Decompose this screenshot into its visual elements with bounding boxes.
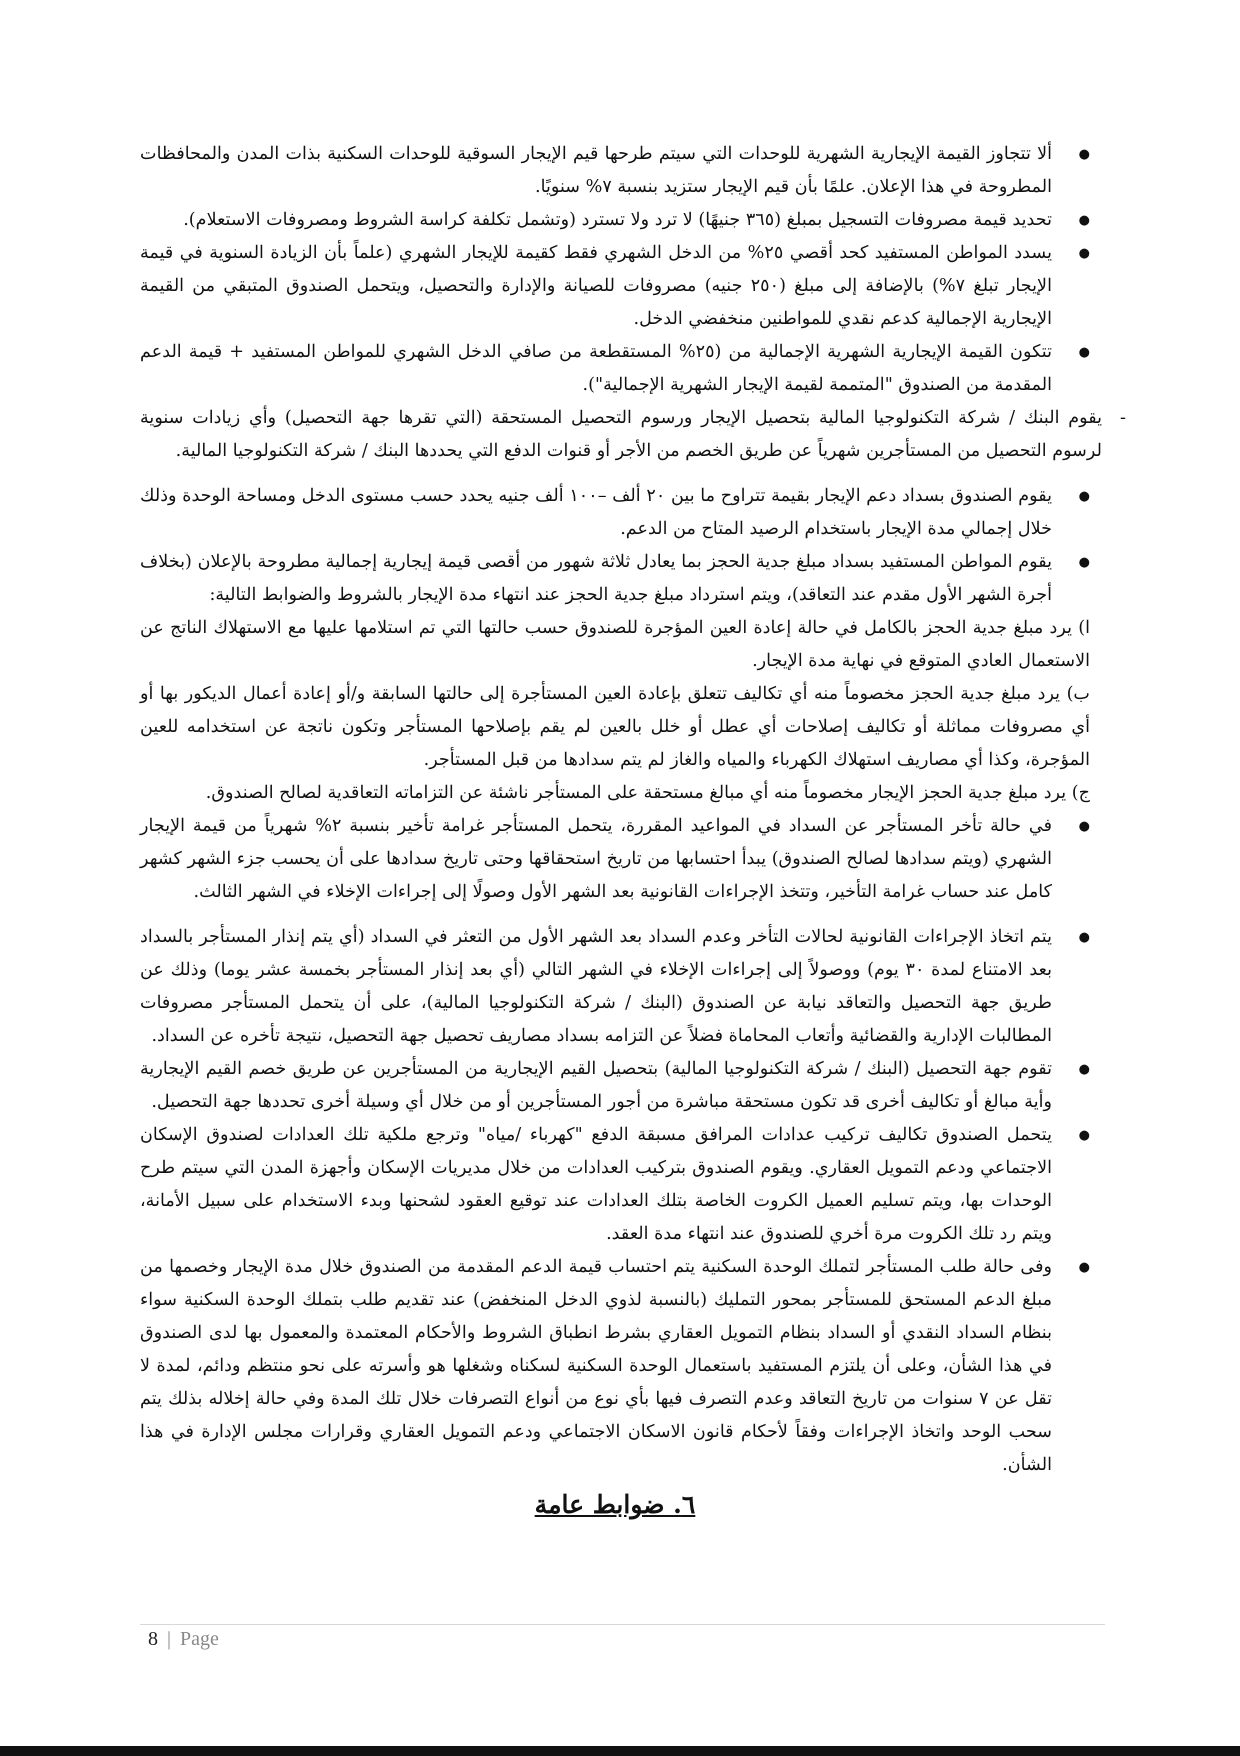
sub-item-label: ب) xyxy=(1066,684,1090,704)
list-item: ● تتكون القيمة الإيجارية الشهرية الإجمالية من (٢٥% المستقطعة من صافي الدخل الشهري للمواطن المستفيد + قيمة الدعم المقدمة من الصندوق "المتممة لقيمة الإيجار الشهرية الإجمالية"). xyxy=(140,336,1090,402)
list-item: ● ألا تتجاوز القيمة الإيجارية الشهرية للوحدات التي سيتم طرحها قيم الإيجار السوقية للوحدات السكنية بذات المدن والمحافظات المطروحة في هذا الإعلان. علمًا بأن قيم الإيجار ستزيد بنسبة ٧% سنويًا. xyxy=(140,138,1090,204)
scan-edge-bar xyxy=(0,1746,1240,1756)
page-label: Page xyxy=(180,1628,219,1650)
dash-marker: - xyxy=(1120,408,1126,428)
sub-item-a xyxy=(140,612,1090,678)
sub-item-text: يرد مبلغ جدية الحجز الإيجار مخصوماً منه أي مبالغ مستحقة على المستأجر ناشئة عن التزاماته التعاقدية لصالح الصندوق. xyxy=(205,783,1067,803)
dash-paragraph-text: يقوم البنك / شركة التكنولوجيا المالية بتحصيل الإيجار ورسوم التحصيل المستحقة (التي تقرها جهة التحصيل) وأي زيادات سنوية لرسوم التحصيل من المستأجرين شهرياً عن طريق الخصم من الأجر أو قنوات الدفع التي يحددها البنك / شركة التكنولوجيا المالية. xyxy=(140,408,1102,461)
list-item: ● يقوم الصندوق بسداد دعم الإيجار بقيمة تتراوح ما بين ٢٠ ألف –١٠٠ ألف جنيه يحدد حسب مستوى الدخل ومساحة الوحدة وذلك خلال إجمالي مدة الإيجار باستخدام الرصيد المتاح من الدعم. xyxy=(140,480,1090,546)
dash-paragraph xyxy=(140,402,1126,468)
list-item: ● يتحمل الصندوق تكاليف تركيب عدادات المرافق مسبقة الدفع "كهرباء /مياه" وترجع ملكية تلك العدادات لصندوق الإسكان الاجتماعي ودعم التمويل العقاري. ويقوم الصندوق بتركيب العدادات من خلال مديريات الإسكان وأجهزة المدن التي سيتم طرح الوحدات بها، ويتم تسليم العميل الكروت الخاصة بتلك العدادات عند توقيع العقود لشحنها وبدء الاستخدام على سبيل الأمانة، ويتم رد تلك الكروت مرة أخري للصندوق عند انتهاء مدة العقد. xyxy=(140,1119,1090,1251)
page-number: 8 xyxy=(148,1628,158,1650)
bullet-list-4 xyxy=(140,921,1090,1482)
list-item: ● في حالة تأخر المستأجر عن السداد في المواعيد المقررة، يتحمل المستأجر غرامة تأخير بنسبة ٢% شهرياً من قيمة الإيجار الشهري (ويتم سدادها لصالح الصندوق) يبدأ احتسابها من تاريخ استحقاقها وحتى تاريخ سدادها على أن يحسب جزء الشهر كشهر كامل عند حساب غرامة التأخير، وتتخذ الإجراءات القانونية بعد الشهر الأول وصولًا إلى إجراءات الإخلاء في الشهر الثالث. xyxy=(140,810,1090,909)
footer-divider xyxy=(140,1624,1105,1625)
list-item: ● تحديد قيمة مصروفات التسجيل بمبلغ (٣٦٥ جنيهًا) لا ترد ولا تسترد (وتشمل تكلفة كراسة الشروط ومصروفات الاستعلام). xyxy=(140,204,1090,237)
list-item: ● يتم اتخاذ الإجراءات القانونية لحالات التأخر وعدم السداد بعد الشهر الأول من التعثر في السداد (أي يتم إنذار المستأجر بالسداد بعد الامتناع لمدة ٣٠ يوم) ووصولاً إلى إجراءات الإخلاء في الشهر التالي (أي بعد إنذار المستأجر بخمسة عشر يوما) وذلك عن طريق جهة التحصيل والتعاقد نيابة عن الصندوق (البنك / شركة التكنولوجيا المالية)، على أن يتحمل المستأجر مصروفات المطالبات الإدارية والقضائية وأتعاب المحاماة فضلاً عن التزامه بسداد مصاريف تحصيل جهة التحصيل، نتيجة تأخره عن السداد. xyxy=(140,921,1090,1053)
list-item: ● يسدد المواطن المستفيد كحد أقصي ٢٥% من الدخل الشهري فقط كقيمة للإيجار الشهري (علماً بأن الزيادة السنوية في قيمة الإيجار تبلغ ٧%) بالإضافة إلى مبلغ (٢٥٠ جنيه) مصروفات للصيانة والإدارة والتحصيل، ويتحمل الصندوق المتبقي من القيمة الإيجارية الإجمالية كدعم نقدي للمواطنين منخفضي الدخل. xyxy=(140,237,1090,336)
sub-item-b xyxy=(140,678,1090,777)
list-item: ● وفى حالة طلب المستأجر لتملك الوحدة السكنية يتم احتساب قيمة الدعم المقدمة من الصندوق خلال مدة الإيجار وخصمها من مبلغ الدعم المستحق للمستأجر بمحور التمليك (بالنسبة لذوي الدخل المنخفض) عند تقديم طلب بتملك الوحدة السكنية سواء بنظام السداد النقدي أو السداد بنظام التمويل العقاري بشرط انطباق الشروط والأحكام المعتمدة والمعمول بها لدى الصندوق في هذا الشأن، وعلى أن يلتزم المستفيد باستعمال الوحدة السكنية لسكناه وشغلها هو وأسرته على نحو منتظم ودائم، لمدة لا تقل عن ٧ سنوات من تاريخ التعاقد وعدم التصرف فيها بأي نوع من أنواع التصرفات خلال تلك المدة وفي حالة إخلاله بذلك يتم سحب الوحد واتخاذ الإجراءات وفقاً لأحكام قانون الاسكان الاجتماعي ودعم التمويل العقاري وقرارات مجلس الإدارة في هذا الشأن. xyxy=(140,1251,1090,1482)
page-footer xyxy=(148,1628,219,1651)
sub-item-text: يرد مبلغ جدية الحجز مخصوماً منه أي تكاليف تتعلق بإعادة العين المستأجرة إلى حالتها السابقة و/أو إعادة أعمال الديكور بها أو أي مصروفات مماثلة أو تكاليف إصلاحات أي عطل أو خلل بالعين لم يقم بإصلاحها المستأجر وتكون ناتجة عن استخدامه للعين المؤجرة، وكذا أي مصاريف استهلاك الكهرباء والمياه والغاز لم يتم سدادها من قبل المستأجر. xyxy=(140,684,1090,770)
list-item: ● تقوم جهة التحصيل (البنك / شركة التكنولوجيا المالية) بتحصيل القيم الإيجارية من المستأجرين عن طريق خصم القيم الإيجارية وأية مبالغ أو تكاليف أخرى قد تكون مستحقة مباشرة من أجور المستأجرين أو من خلال أي وسيلة أخرى تحددها جهة التحصيل. xyxy=(140,1053,1090,1119)
sub-item-label: ا) xyxy=(1078,618,1091,638)
footer-separator: | xyxy=(167,1628,172,1650)
document-body xyxy=(140,138,1126,1521)
sub-item-label: ج) xyxy=(1071,783,1090,803)
bullet-list-2 xyxy=(140,480,1090,612)
list-item: ● يقوم المواطن المستفيد بسداد مبلغ جدية الحجز بما يعادل ثلاثة شهور من أقصى قيمة إيجارية إجمالية مطروحة بالإعلان (بخلاف أجرة الشهر الأول مقدم عند التعاقد)، ويتم استرداد مبلغ جدية الحجز عند انتهاء مدة الإيجار بالشروط والضوابط التالية: xyxy=(140,546,1090,612)
sub-item-text: يرد مبلغ جدية الحجز بالكامل في حالة إعادة العين المؤجرة للصندوق حسب حالتها التي تم استلامها عليها مع الاستهلاك الناتج عن الاستعمال العادي المتوقع في نهاية مدة الإيجار. xyxy=(140,618,1090,671)
sub-item-c xyxy=(140,777,1090,810)
section-heading: ٦. ضوابط عامة xyxy=(534,1490,696,1519)
bullet-list-3 xyxy=(140,810,1090,909)
bullet-list-1 xyxy=(140,138,1090,402)
